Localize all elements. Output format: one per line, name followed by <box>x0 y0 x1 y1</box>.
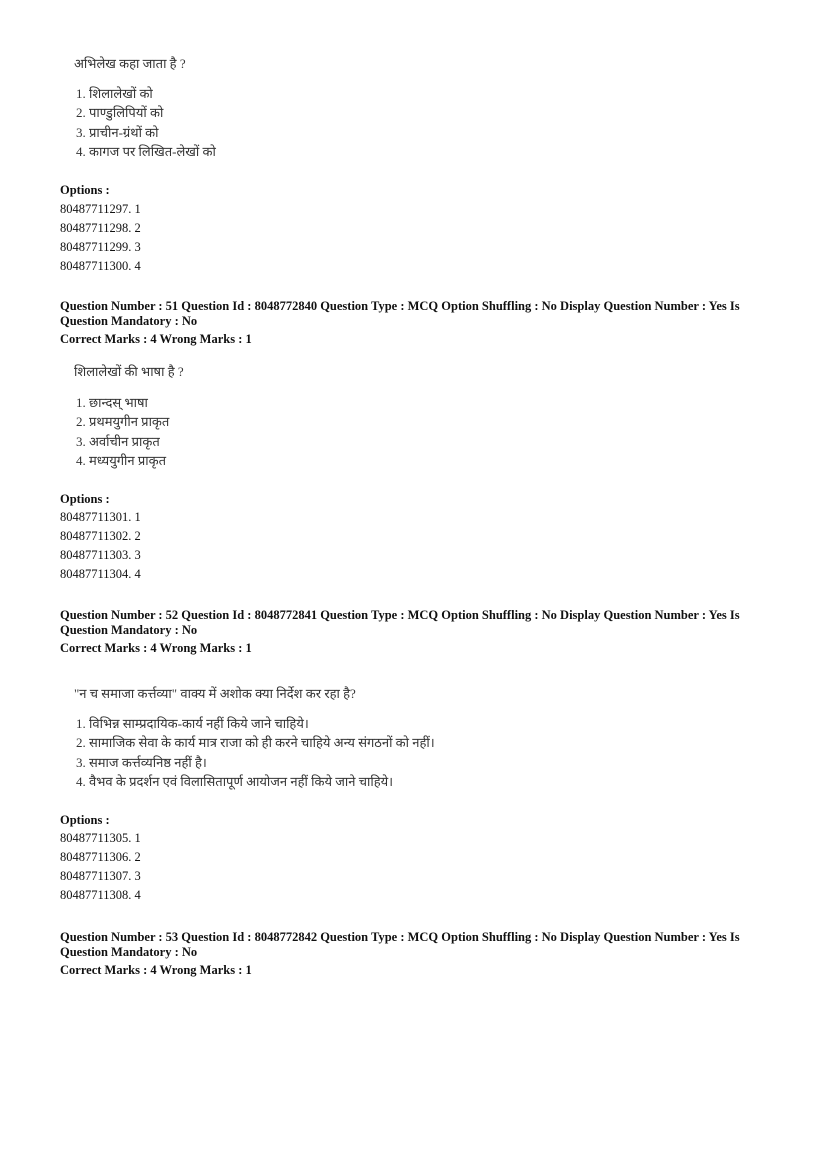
options-label: Options : <box>60 492 110 506</box>
option-id: 80487711303. 3 <box>60 548 141 562</box>
answer-choice: 4. कागज पर लिखित-लेखों को <box>76 143 216 159</box>
answer-choice: 3. समाज कर्त्तव्यनिष्ठ नहीं है। <box>76 754 207 770</box>
answer-choice: 3. अर्वाचीन प्राकृत <box>76 433 160 449</box>
option-id: 80487711302. 2 <box>60 529 141 543</box>
option-id: 80487711301. 1 <box>60 510 141 524</box>
question-text: अभिलेख कहा जाता है ? <box>74 56 186 71</box>
option-id: 80487711306. 2 <box>60 850 141 864</box>
question-header: Question Number : 51 Question Id : 8048772840 Question Type : MCQ Option Shuffling : No Display Question Number : Yes Is Question Mandatory : No <box>60 299 740 328</box>
option-id: 80487711307. 3 <box>60 869 141 883</box>
answer-choice: 1. शिलालेखों को <box>76 86 153 101</box>
options-label: Options : <box>60 813 110 827</box>
question-meta <box>60 930 760 978</box>
option-id: 80487711298. 2 <box>60 221 141 235</box>
answer-choices <box>76 393 169 470</box>
question-text: "न च समाजा कर्त्तव्या" वाक्य में अशोक क्या निर्देश कर रहा है? <box>74 686 356 701</box>
option-id: 80487711305. 1 <box>60 831 141 845</box>
answer-choice: 1. छान्दस् भाषा <box>76 395 148 410</box>
option-id: 80487711300. 4 <box>60 259 141 273</box>
question-header: Question Number : 52 Question Id : 8048772841 Question Type : MCQ Option Shuffling : No Display Question Number : Yes Is Question Mandatory : No <box>60 608 740 637</box>
question-marks: Correct Marks : 4 Wrong Marks : 1 <box>60 332 252 346</box>
option-id: 80487711297. 1 <box>60 202 141 216</box>
option-id: 80487711299. 3 <box>60 240 141 254</box>
option-id-list <box>60 508 141 584</box>
answer-choices <box>76 84 216 161</box>
answer-choice: 2. प्रथमयुगीन प्राकृत <box>76 414 170 430</box>
option-id-list <box>60 200 141 276</box>
option-id: 80487711308. 4 <box>60 888 141 902</box>
question-header: Question Number : 53 Question Id : 8048772842 Question Type : MCQ Option Shuffling : No Display Question Number : Yes Is Question Mandatory : No <box>60 930 740 959</box>
answer-choices <box>76 714 435 791</box>
question-meta <box>60 608 760 656</box>
question-marks: Correct Marks : 4 Wrong Marks : 1 <box>60 963 252 977</box>
question-marks: Correct Marks : 4 Wrong Marks : 1 <box>60 641 252 655</box>
options-label: Options : <box>60 183 110 197</box>
answer-choice: 2. पाण्डुलिपियों को <box>76 105 164 121</box>
answer-choice: 4. मध्ययुगीन प्राकृत <box>76 452 167 468</box>
answer-choice: 4. वैभव के प्रदर्शन एवं विलासितापूर्ण आयोजन नहीं किये जाने चाहिये। <box>76 773 394 789</box>
answer-choice: 2. सामाजिक सेवा के कार्य मात्र राजा को ही करने चाहिये अन्य संगठनों को नहीं। <box>76 735 435 751</box>
option-id-list <box>60 829 141 905</box>
answer-choice: 1. विभिन्न साम्प्रदायिक-कार्य नहीं किये जाने चाहिये। <box>76 716 309 731</box>
question-text: शिलालेखों की भाषा है ? <box>74 364 184 379</box>
question-meta <box>60 299 760 347</box>
option-id: 80487711304. 4 <box>60 567 141 581</box>
answer-choice: 3. प्राचीन-ग्रंथों को <box>76 124 159 140</box>
